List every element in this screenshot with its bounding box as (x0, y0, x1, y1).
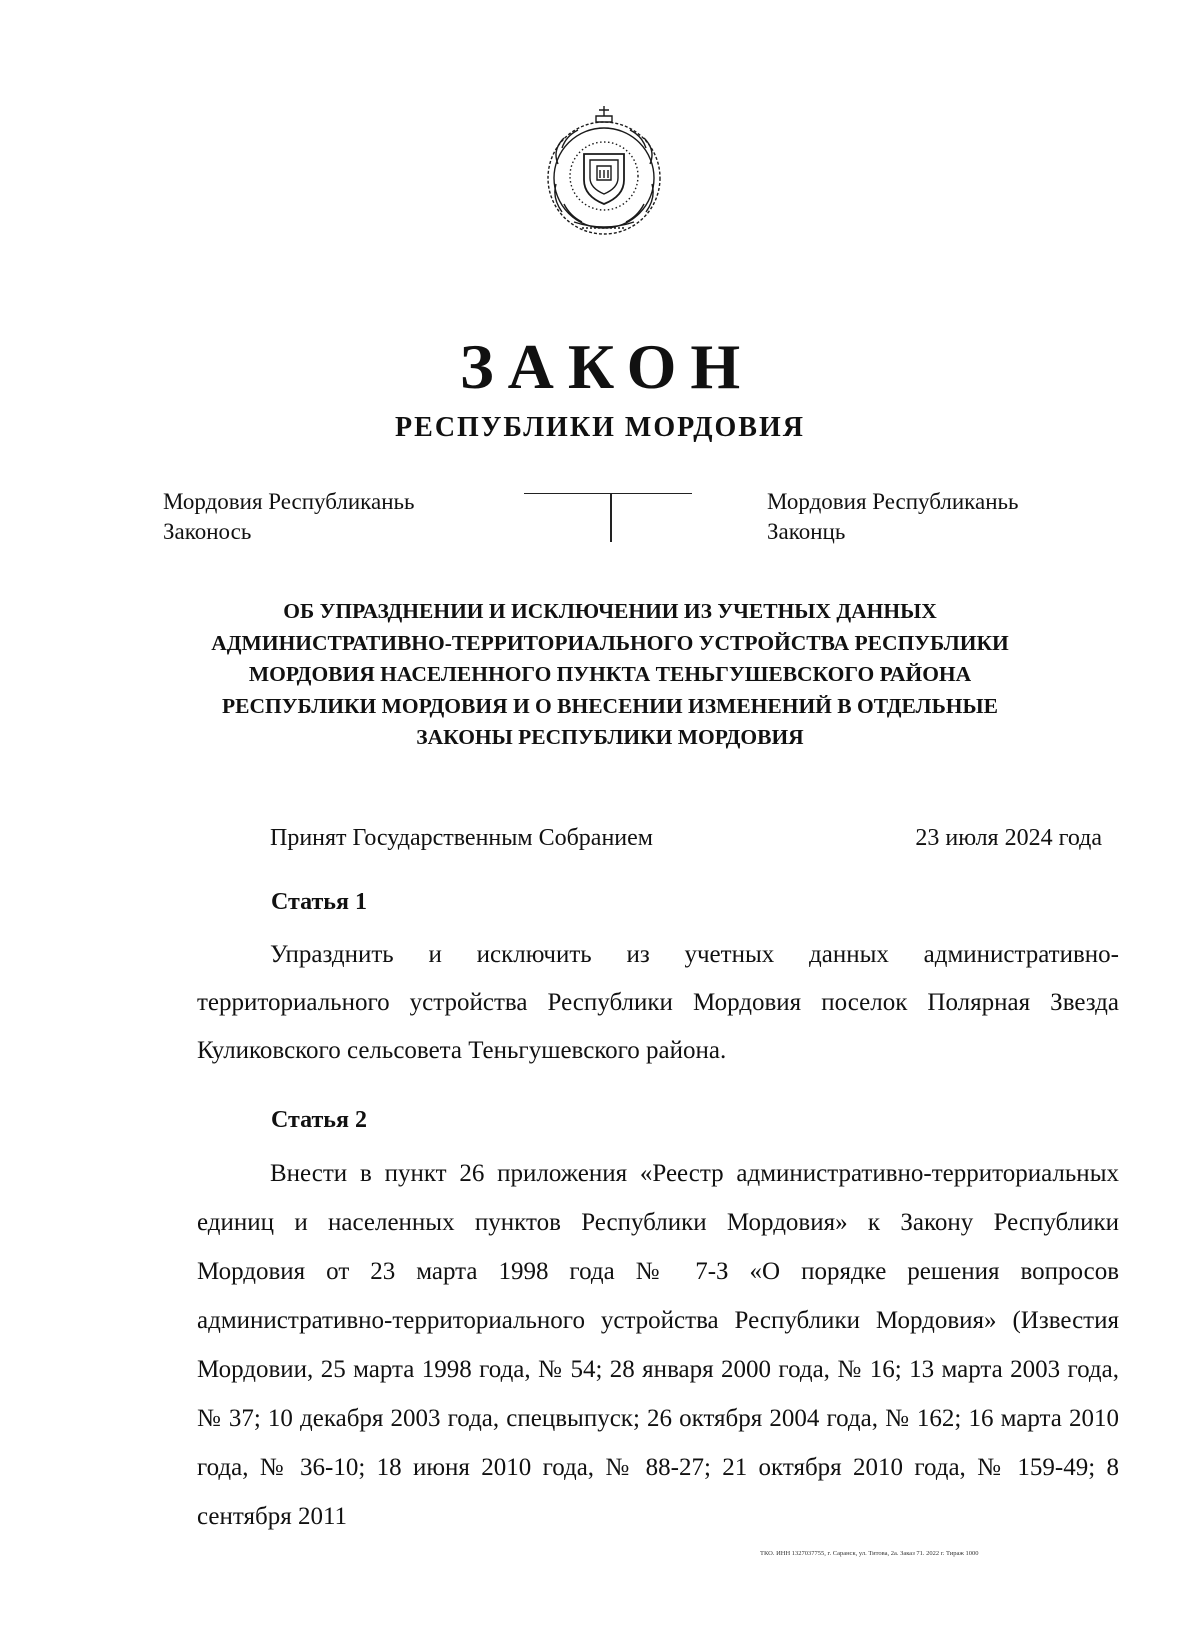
adopted-by: Принят Государственным Собранием (270, 825, 653, 851)
footer-imprint: ТКО. ИНН 1327037755, г. Саранск, ул. Титова, 2а. Заказ 71. 2022 г. Тираж 1000 (760, 1550, 979, 1557)
header-right-text: Мордовия Республиканьь Законць (767, 489, 1019, 544)
header-left-moksha (163, 487, 415, 547)
adoption-line (270, 822, 1102, 854)
law-heading: ОБ УПРАЗДНЕНИИ И ИСКЛЮЧЕНИИ ИЗ УЧЕТНЫХ ДАННЫХ АДМИНИСТРАТИВНО-ТЕРРИТОРИАЛЬНОГО УСТРОЙСТВА РЕСПУБЛИКИ МОРДОВИЯ НАСЕЛЕННОГО ПУНКТА ТЕНЬГУШЕВСКОГО РАЙОНА РЕСПУБЛИКИ МОРДОВИЯ И О ВНЕСЕНИИ ИЗМЕНЕНИЙ В ОТДЕЛЬНЫЕ ЗАКОНЫ РЕСПУБЛИКИ МОРДОВИЯ (211, 599, 1009, 749)
law-title: ЗАКОН (459, 331, 755, 402)
coat-of-arms-emblem-icon (538, 104, 670, 244)
article-2-title: Статья 2 (271, 1107, 367, 1133)
header-left-text: Мордовия Республиканьь Законось (163, 489, 415, 544)
header-right-erzya (767, 487, 1019, 547)
header-separator-vertical (610, 493, 612, 542)
article-2-body: Внести в пункт 26 приложения «Реестр административно-территориальных единиц и населенных пунктов Республики Мордовия» к Закону Республики Мордовия от 23 марта 1998 года № 7-З «О порядке решения вопросов административно-территориального устройства Республики Мордовия» (Известия Мордовии, 25 марта 1998 года, № 54; 28 января 2000 года, № 16; 13 марта 2003 года, № 37; 10 декабря 2003 года, спецвыпуск; 26 октября 2004 года, № 162; 16 марта 2010 года, № 36-10; 18 июня 2010 года, № 88-27; 21 октября 2010 года, № 159-49; 8 сентября 2011 (197, 1160, 1119, 1530)
article-1-title: Статья 1 (271, 889, 367, 915)
article-1-body: Упразднить и исключить из учетных данных административно-территориального устройства Республики Мордовия поселок Полярная Звезда Куликовского сельсовета Теньгушевского района. (197, 941, 1119, 1064)
law-subtitle: РЕСПУБЛИКИ МОРДОВИЯ (395, 412, 805, 443)
adopted-date: 23 июля 2024 года (915, 825, 1102, 851)
header-separator-horizontal (524, 493, 692, 494)
